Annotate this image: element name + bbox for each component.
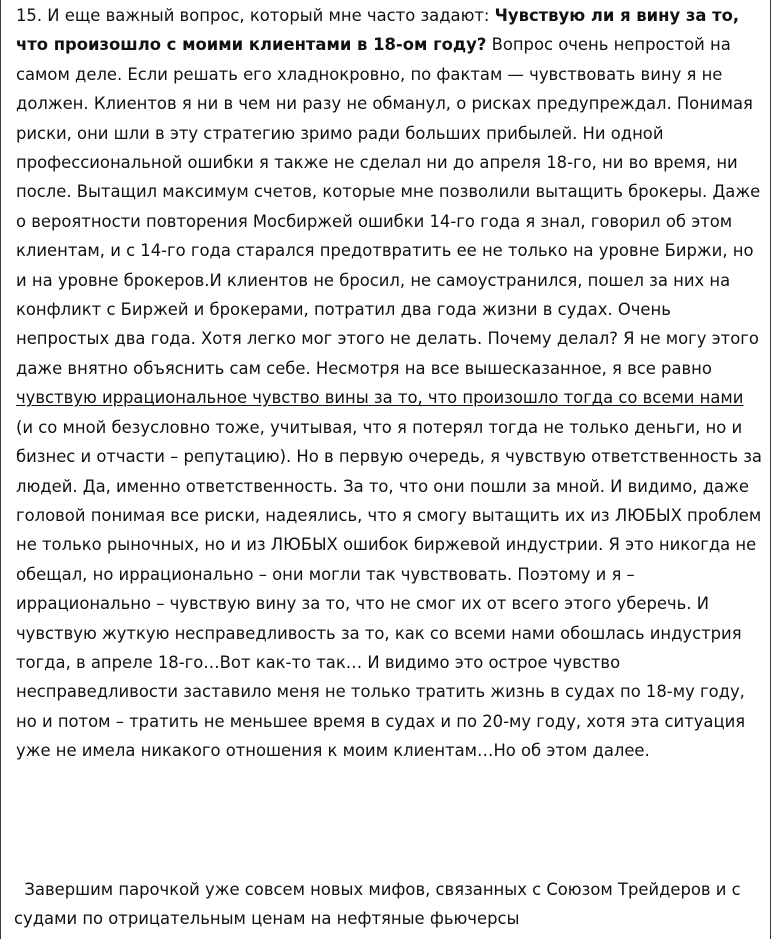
paragraph-body-a: Вопрос очень непростой на самом деле. Если решать его хладнокровно, по фактам — чувствовать вину я не должен. Клиентов я ни в чем ни разу не обманул, о рисках предупреждал. Понимая риски, они шли в эту стратегию зримо ради больших прибылей. Ни одной профессиональной ошибки я также не сделал ни до апреля 18-го, ни во время, ни после. Вытащил максимум счетов, которые мне позволили вытащить брокеры. Даже о вероятности повторения Мосбиржей ошибки 14-го года я знал, говорил об этом клиентам, и с 14-го года старался предотвратить ее не только на уровне Биржи, но и на уровне брокеров.И клиентов не бросил, не самоустранился, пошел за них на конфликт с Биржей и брокерами, потратил два года жизни в судах. Очень непростых два года. Хотя легко мог этого не делать. Почему делал? Я не могу этого даже внятно объяснить сам себе. Несмотря на все вышесказанное, я все равно [16,35,761,378]
underlined-statement: чувствую иррациональное чувство вины за то, что произошло тогда со всеми нами [16,388,744,408]
paragraph-myth-15 [16,1,764,766]
closing-text: Завершим парочкой уже совсем новых мифов, связанных с Союзом Трейдеров и с судами по отрицательным ценам на нефтяные фьючерсы [14,880,746,929]
bold-question: Чувствую ли я вину за то, что произошло с моими клиентами в 18-ом году? [16,6,740,55]
paragraph-intro: И еще важный вопрос, который мне часто задают: [47,6,495,25]
item-number: 15. [16,6,48,25]
paragraph-body-b: (и со мной безусловно тоже, учитывая, что я потерял тогда не только деньги, но и бизнес и отчасти – репутацию). Но в первую очередь, я чувствую ответственность за людей. Да, именно ответственность. За то, что они пошли за мной. И видимо, даже головой понимая все риски, надеялись, что я смогу вытащить их из ЛЮБЫХ проблем не только рыночных, но и из ЛЮБЫХ ошибок биржевой индустрии. Я это никогда не обещал, но иррационально – они могли так чувствовать. Поэтому и я – иррационально – чувствую вину за то, что не смог их от всего этого уберечь. И чувствую жуткую несправедливость за то, как со всеми нами обошлась индустрия тогда, в апреле 18-го…Вот как-то так… И видимо это острое чувство несправедливости заставило меня не только тратить жизнь в судах по 18-му году, но и потом – тратить не меньшее время в судах и по 20-му году, хотя эта ситуация уже не имела никакого отношения к моим клиентам…Но об этом далее. [16,417,762,761]
paragraph-closing [14,875,764,934]
